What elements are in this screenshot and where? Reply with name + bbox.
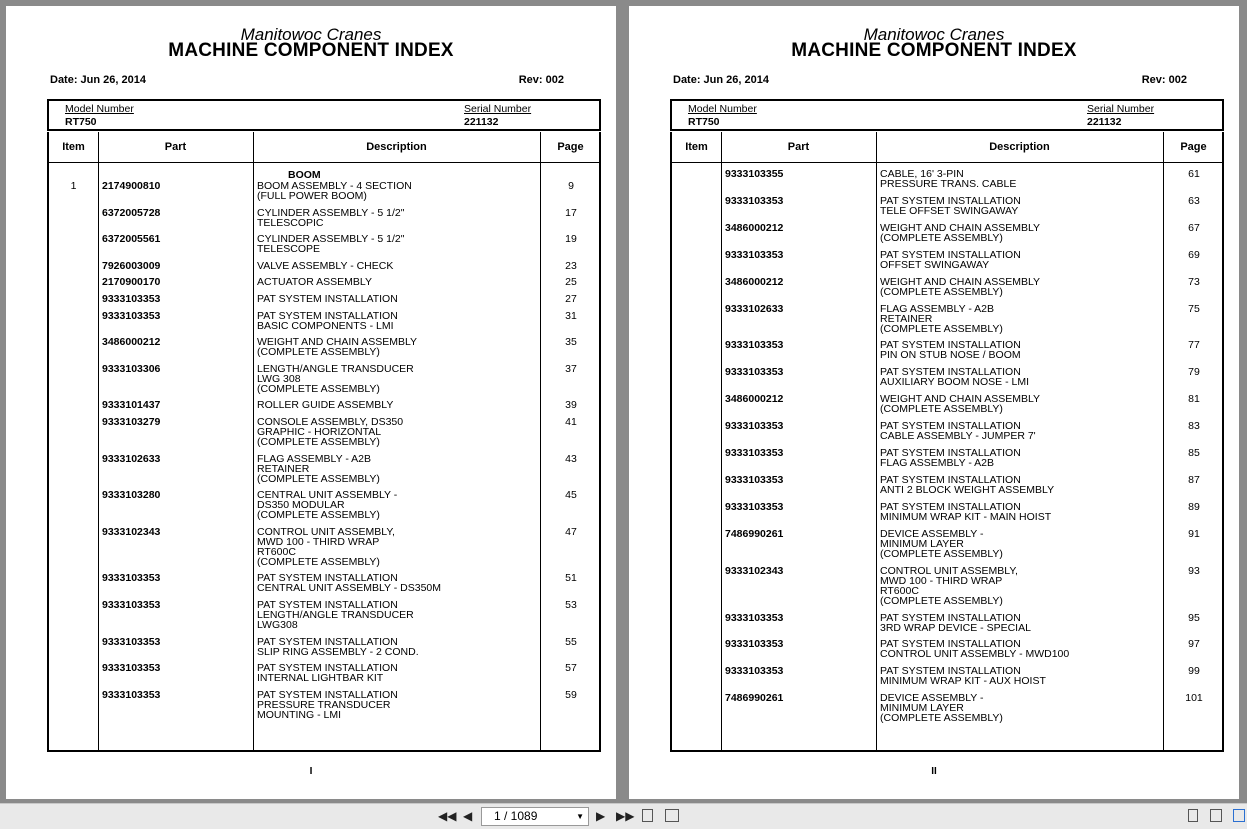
description-line: WEIGHT AND CHAIN ASSEMBLY	[880, 221, 1041, 234]
description-cell	[880, 277, 1160, 297]
page-reference-cell: 95	[1188, 611, 1200, 624]
description-line: PAT SYSTEM INSTALLATION	[257, 635, 398, 648]
part-number-cell: 7486990261	[725, 527, 784, 540]
page-reference-cell: 31	[565, 309, 577, 322]
description-line: MINIMUM WRAP KIT - AUX HOIST	[880, 675, 1046, 688]
section-heading: BOOM	[288, 169, 321, 181]
part-number-cell: 9333103353	[102, 572, 161, 585]
description-line: (COMPLETE ASSEMBLY)	[880, 403, 1003, 416]
part-number-cell: 9333103353	[725, 665, 784, 678]
part-number-cell: 9333103353	[102, 309, 161, 322]
description-line: SLIP RING ASSEMBLY - 2 COND.	[257, 645, 419, 658]
description-line: MWD 100 - THIRD WRAP	[880, 574, 1003, 587]
description-cell	[257, 454, 537, 484]
description-cell	[880, 304, 1160, 334]
part-number-cell: 9333103353	[725, 611, 784, 624]
model-number-value: RT750	[688, 116, 720, 128]
description-line: (COMPLETE ASSEMBLY)	[880, 547, 1003, 560]
description-line: RETAINER	[257, 462, 310, 475]
description-line: PAT SYSTEM INSTALLATION	[880, 500, 1021, 513]
description-line: LWG308	[257, 619, 298, 631]
column-header-item: Item	[62, 141, 85, 153]
description-line: CABLE ASSEMBLY - JUMPER 7'	[880, 430, 1036, 443]
description-line: WEIGHT AND CHAIN ASSEMBLY	[880, 393, 1041, 406]
description-cell	[880, 169, 1160, 189]
page-reference-cell: 27	[565, 293, 577, 305]
description-cell	[257, 234, 537, 254]
page-reference-cell: 101	[1185, 692, 1203, 705]
description-cell	[880, 475, 1160, 495]
page-reference-cell: 37	[565, 362, 577, 375]
page-reference-cell: 57	[565, 662, 577, 675]
description-line: FLAG ASSEMBLY - A2B	[880, 302, 994, 315]
description-cell	[880, 250, 1160, 270]
part-number-cell: 9333103353	[102, 635, 161, 648]
part-number-cell: 9333103353	[725, 366, 784, 379]
description-line: CYLINDER ASSEMBLY - 5 1/2"	[257, 206, 405, 219]
page-reference-cell: 75	[1188, 302, 1200, 315]
page-reference-cell: 17	[565, 206, 577, 219]
description-line: BOOM ASSEMBLY - 4 SECTION	[257, 180, 412, 192]
description-line: PAT SYSTEM INSTALLATION	[880, 339, 1021, 352]
description-line: DEVICE ASSEMBLY -	[880, 527, 984, 540]
description-line: LENGTH/ANGLE TRANSDUCER	[257, 362, 414, 375]
page-reference-cell: 87	[1188, 473, 1200, 486]
description-line: LWG 308	[257, 372, 301, 385]
description-line: CONTROL UNIT ASSEMBLY,	[880, 564, 1018, 577]
document-page-1	[6, 6, 616, 799]
page-reference-cell: 39	[565, 399, 577, 412]
part-number-cell: 7486990261	[725, 692, 784, 705]
page-reference-cell: 35	[565, 336, 577, 349]
chevron-down-icon: ▼	[576, 812, 584, 821]
description-line: (COMPLETE ASSEMBLY)	[880, 712, 1003, 725]
description-line: CENTRAL UNIT ASSEMBLY -	[257, 489, 398, 502]
description-line: GRAPHIC - HORIZONTAL	[257, 426, 382, 438]
brand-name: Manitowoc Cranes	[863, 25, 1005, 44]
page-reference-cell: 45	[565, 489, 577, 502]
pdf-viewer-toolbar	[0, 803, 1247, 829]
part-number-cell: 3486000212	[102, 336, 161, 349]
description-cell	[880, 367, 1160, 387]
description-line: LENGTH/ANGLE TRANSDUCER	[257, 609, 414, 621]
description-line: RT600C	[880, 584, 919, 597]
part-number-cell: 9333102633	[725, 302, 784, 315]
description-cell	[257, 261, 537, 271]
description-line: (COMPLETE ASSEMBLY)	[880, 231, 1003, 244]
description-line: 3RD WRAP DEVICE - SPECIAL	[880, 621, 1031, 634]
page-reference-cell: 67	[1188, 221, 1200, 234]
description-line: PAT SYSTEM INSTALLATION	[257, 572, 398, 585]
page-reference-cell: 83	[1188, 420, 1200, 433]
description-cell	[257, 690, 537, 720]
part-number-cell: 2170900170	[102, 276, 161, 289]
part-number-cell: 9333103353	[725, 500, 784, 513]
part-number-cell: 9333102633	[102, 452, 161, 465]
page-indicator: 1 / 1089	[494, 809, 538, 823]
page-reference-cell: 91	[1188, 527, 1200, 540]
page-reference-cell: 25	[565, 276, 577, 289]
description-line: PAT SYSTEM INSTALLATION	[257, 688, 398, 701]
model-serial-box	[47, 99, 601, 131]
page-reference-cell: 63	[1188, 194, 1200, 207]
part-number-cell: 9333103353	[725, 339, 784, 352]
component-table	[670, 132, 1224, 752]
document-revision: Rev: 002	[518, 74, 564, 86]
document-revision: Rev: 002	[1141, 74, 1187, 86]
description-line: (COMPLETE ASSEMBLY)	[257, 509, 380, 522]
column-header-item: Item	[685, 141, 708, 153]
serial-number-value: 221132	[464, 116, 499, 128]
part-number-cell: 3486000212	[725, 275, 784, 288]
description-line: INTERNAL LIGHTBAR KIT	[257, 672, 384, 685]
document-date: Date: Jun 26, 2014	[50, 74, 146, 86]
page-selector[interactable]	[481, 807, 589, 826]
column-header-description: Description	[989, 141, 1050, 153]
description-line: PAT SYSTEM INSTALLATION	[257, 309, 398, 322]
page-reference-cell: 9	[568, 180, 574, 192]
first-page-icon[interactable]: ◀◀	[438, 809, 457, 823]
description-cell	[880, 566, 1160, 606]
serial-number-label: Serial Number	[1087, 103, 1155, 115]
description-line: (COMPLETE ASSEMBLY)	[257, 472, 380, 485]
description-line: FLAG ASSEMBLY - A2B	[257, 452, 371, 465]
part-number-cell: 9333103353	[725, 194, 784, 207]
description-line: (COMPLETE ASSEMBLY)	[257, 555, 380, 568]
serial-number-label: Serial Number	[464, 103, 532, 115]
description-cell	[880, 529, 1160, 559]
part-number-cell: 9333103353	[725, 473, 784, 486]
description-cell	[880, 639, 1160, 659]
description-line: ACTUATOR ASSEMBLY	[257, 276, 372, 289]
page-reference-cell: 81	[1188, 393, 1200, 406]
document-title: MACHINE COMPONENT INDEX	[168, 40, 454, 61]
description-line: CABLE, 16' 3-PIN	[880, 168, 964, 180]
page-reference-cell: 47	[565, 525, 577, 538]
model-number-label: Model Number	[65, 103, 134, 115]
component-table	[47, 132, 601, 752]
description-line: PIN ON STUB NOSE / BOOM	[880, 349, 1021, 362]
description-cell	[257, 181, 537, 201]
part-number-cell: 6372005561	[102, 233, 161, 246]
description-cell	[257, 208, 537, 228]
page-reference-cell: 99	[1188, 665, 1200, 678]
part-number-cell: 7926003009	[102, 259, 161, 272]
page-reference-cell: 51	[565, 572, 577, 585]
description-cell	[257, 294, 537, 304]
description-line: BASIC COMPONENTS - LMI	[257, 319, 394, 332]
description-cell	[880, 693, 1160, 723]
column-header-page: Page	[557, 141, 584, 153]
page-reference-cell: 77	[1188, 339, 1200, 352]
description-line: AUXILIARY BOOM NOSE - LMI	[880, 376, 1029, 389]
description-line: DS350 MODULAR	[257, 499, 345, 512]
description-cell	[257, 311, 537, 331]
page-number: II	[931, 766, 937, 777]
previous-page-icon[interactable]: ◀	[463, 809, 473, 823]
description-line: MINIMUM WRAP KIT - MAIN HOIST	[880, 510, 1052, 523]
description-cell	[880, 448, 1160, 468]
description-line: MOUNTING - LMI	[257, 708, 341, 721]
description-line: RETAINER	[880, 312, 933, 325]
description-line: OFFSET SWINGAWAY	[880, 258, 990, 271]
page-reference-cell: 59	[565, 688, 577, 701]
part-number-cell: 9333103353	[102, 688, 161, 701]
description-cell	[257, 490, 537, 520]
description-cell	[880, 223, 1160, 243]
description-line: PAT SYSTEM INSTALLATION	[257, 293, 398, 305]
part-number-cell: 9333101437	[102, 399, 161, 412]
description-line: PAT SYSTEM INSTALLATION	[880, 447, 1021, 459]
description-line: WEIGHT AND CHAIN ASSEMBLY	[880, 275, 1041, 288]
description-line: PAT SYSTEM INSTALLATION	[880, 194, 1021, 207]
description-line: PAT SYSTEM INSTALLATION	[880, 473, 1021, 486]
page-reference-cell: 23	[565, 259, 577, 272]
description-line: ANTI 2 BLOCK WEIGHT ASSEMBLY	[880, 483, 1055, 496]
part-number-cell: 9333102343	[102, 525, 161, 538]
item-cell: 1	[70, 180, 77, 192]
description-line: (COMPLETE ASSEMBLY)	[880, 322, 1003, 335]
fit-width-icon[interactable]	[665, 809, 679, 822]
continuous-page-icon[interactable]	[1210, 809, 1222, 822]
description-cell	[257, 573, 537, 593]
page-reference-cell: 53	[565, 599, 577, 611]
description-line: PAT SYSTEM INSTALLATION	[880, 638, 1021, 651]
description-line: PAT SYSTEM INSTALLATION	[880, 366, 1021, 379]
part-number-cell: 9333103353	[725, 420, 784, 433]
description-line: TELESCOPE	[257, 243, 321, 256]
description-cell	[257, 637, 537, 657]
model-number-value: RT750	[65, 116, 97, 128]
description-line: TELE OFFSET SWINGAWAY	[880, 204, 1019, 217]
description-cell	[257, 663, 537, 683]
description-line: (COMPLETE ASSEMBLY)	[880, 285, 1003, 298]
description-line: CYLINDER ASSEMBLY - 5 1/2"	[257, 233, 405, 246]
page-reference-cell: 89	[1188, 500, 1200, 513]
description-cell	[880, 666, 1160, 686]
description-line: CONTROL UNIT ASSEMBLY - MWD100	[880, 648, 1070, 661]
description-line: (COMPLETE ASSEMBLY)	[257, 346, 380, 359]
description-cell	[257, 364, 537, 394]
page-reference-cell: 55	[565, 635, 577, 648]
part-number-cell: 9333103355	[725, 168, 784, 180]
two-page-icon[interactable]	[1233, 809, 1245, 822]
description-line: CONSOLE ASSEMBLY, DS350	[257, 416, 404, 428]
description-cell	[880, 613, 1160, 633]
description-line: (COMPLETE ASSEMBLY)	[257, 382, 380, 395]
description-cell	[880, 394, 1160, 414]
description-line: PRESSURE TRANS. CABLE	[880, 178, 1017, 190]
part-number-cell: 2174900810	[102, 180, 161, 192]
description-cell	[257, 400, 537, 410]
page-reference-cell: 85	[1188, 447, 1200, 459]
description-line: (COMPLETE ASSEMBLY)	[880, 594, 1003, 607]
brand-name: Manitowoc Cranes	[240, 25, 382, 44]
description-line: PAT SYSTEM INSTALLATION	[880, 420, 1021, 433]
description-line: (FULL POWER BOOM)	[257, 190, 367, 202]
description-cell	[880, 340, 1160, 360]
page-reference-cell: 73	[1188, 275, 1200, 288]
page-number: I	[309, 766, 313, 777]
description-line: WEIGHT AND CHAIN ASSEMBLY	[257, 336, 418, 349]
description-line: VALVE ASSEMBLY - CHECK	[257, 259, 394, 272]
description-line: (COMPLETE ASSEMBLY)	[257, 436, 380, 448]
description-cell	[257, 417, 537, 447]
serial-number-value: 221132	[1087, 116, 1122, 128]
description-cell	[257, 277, 537, 287]
page-reference-cell: 61	[1188, 168, 1200, 180]
part-number-cell: 9333103353	[102, 662, 161, 675]
description-line: TELESCOPIC	[257, 216, 324, 229]
last-page-icon[interactable]: ▶▶	[616, 809, 635, 823]
part-number-cell: 9333103353	[725, 447, 784, 459]
column-header-part: Part	[164, 141, 187, 153]
part-number-cell: 6372005728	[102, 206, 161, 219]
page-reference-cell: 41	[565, 416, 577, 428]
fit-page-icon[interactable]	[642, 809, 653, 822]
document-date: Date: Jun 26, 2014	[673, 74, 769, 86]
description-line: PRESSURE TRANSDUCER	[257, 698, 391, 711]
description-line: MINIMUM LAYER	[880, 702, 964, 715]
part-number-cell: 9333103353	[725, 248, 784, 261]
description-line: DEVICE ASSEMBLY -	[880, 692, 984, 705]
description-line: CONTROL UNIT ASSEMBLY,	[257, 525, 395, 538]
part-number-cell: 9333103279	[102, 416, 161, 428]
part-number-cell: 3486000212	[725, 393, 784, 406]
page-reference-cell: 79	[1188, 366, 1200, 379]
description-line: PAT SYSTEM INSTALLATION	[880, 665, 1021, 678]
description-line: RT600C	[257, 545, 296, 558]
description-cell	[257, 337, 537, 357]
description-cell	[257, 600, 537, 630]
part-number-cell: 9333103353	[102, 599, 161, 611]
part-number-cell: 9333103353	[102, 293, 161, 305]
page-reference-cell: 97	[1188, 638, 1200, 651]
part-number-cell: 9333103306	[102, 362, 161, 375]
page-reference-cell: 93	[1188, 564, 1200, 577]
description-line: PAT SYSTEM INSTALLATION	[880, 248, 1021, 261]
description-line: FLAG ASSEMBLY - A2B	[880, 457, 994, 469]
column-header-description: Description	[366, 141, 427, 153]
page-reference-cell: 19	[565, 233, 577, 246]
description-cell	[257, 527, 537, 567]
next-page-icon[interactable]: ▶	[596, 809, 606, 823]
description-line: PAT SYSTEM INSTALLATION	[880, 611, 1021, 624]
part-number-cell: 9333103280	[102, 489, 161, 502]
description-cell	[880, 196, 1160, 216]
description-cell	[880, 421, 1160, 441]
description-line: MINIMUM LAYER	[880, 537, 964, 550]
page-reference-cell: 69	[1188, 248, 1200, 261]
description-line: PAT SYSTEM INSTALLATION	[257, 662, 398, 675]
part-number-cell: 3486000212	[725, 221, 784, 234]
page-reference-cell: 43	[565, 452, 577, 465]
part-number-cell: 9333102343	[725, 564, 784, 577]
document-page-2	[629, 6, 1239, 799]
model-number-label: Model Number	[688, 103, 757, 115]
column-header-part: Part	[787, 141, 810, 153]
description-cell	[880, 502, 1160, 522]
description-line: PAT SYSTEM INSTALLATION	[257, 599, 398, 611]
part-number-cell: 9333103353	[725, 638, 784, 651]
single-page-icon[interactable]	[1188, 809, 1198, 822]
description-line: CENTRAL UNIT ASSEMBLY - DS350M	[257, 582, 442, 595]
column-header-page: Page	[1180, 141, 1207, 153]
model-serial-box	[670, 99, 1224, 131]
description-line: MWD 100 - THIRD WRAP	[257, 535, 380, 548]
description-line: ROLLER GUIDE ASSEMBLY	[257, 399, 394, 412]
document-title: MACHINE COMPONENT INDEX	[791, 40, 1077, 61]
